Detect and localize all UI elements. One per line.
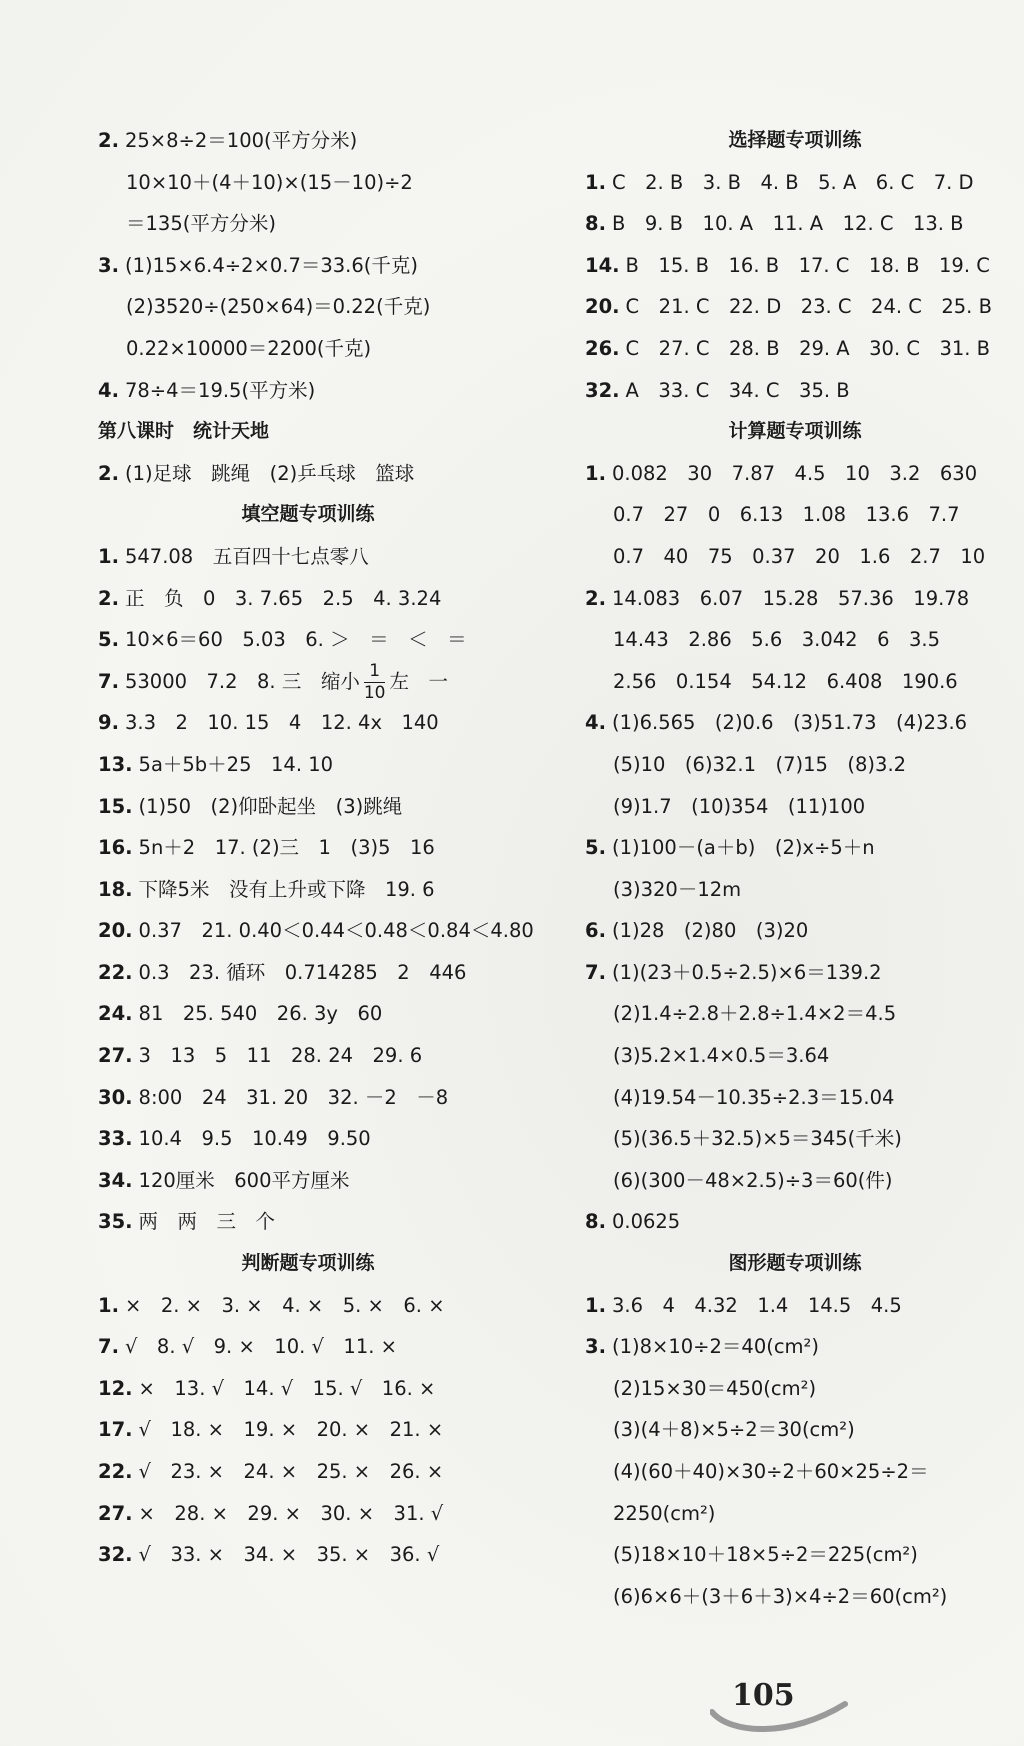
item-number: 4. (98, 378, 119, 402)
item-answer: (1)28 (2)80 (3)20 (611, 919, 809, 943)
item-number: 2. (585, 586, 606, 610)
item-answer: 5a＋5b＋25 14. 10 (138, 752, 334, 776)
answer-continuation: 0.7 27 0 6.13 1.08 13.6 7.7 (613, 503, 960, 527)
answer-continuation: (4)(60＋40)×30÷2＋60×25÷2＝ (613, 1460, 929, 1483)
item-answer: 0.37 21. 0.40＜0.44＜0.48＜0.84＜4.80 (138, 919, 534, 943)
item-answer: 3.3 2 10. 15 4 12. 4x 140 (124, 711, 439, 735)
answer-continuation: (9)1.7 (10)354 (11)100 (613, 794, 866, 818)
answer-item (98, 869, 518, 911)
section-heading: 选择题专项训练 (728, 129, 862, 151)
item-number: 7. (585, 960, 606, 984)
item-number: 22. (98, 1460, 133, 1483)
answer-continuation: 0.22×10000＝2200(千克) (126, 336, 372, 360)
answer-item (585, 578, 1005, 620)
answer-continuation: (3)(4＋8)×5÷2＝30(cm²) (613, 1418, 855, 1442)
answer-continuation: 0.7 40 75 0.37 20 1.6 2.7 10 (613, 544, 986, 568)
answer-item (98, 245, 518, 287)
item-answer-tail: 左 一 (389, 669, 448, 693)
item-number: 24. (98, 1002, 133, 1026)
answer-item (585, 702, 1005, 744)
section-heading: 第八课时 统计天地 (98, 420, 270, 443)
item-number: 35. (98, 1210, 133, 1234)
answer-item (98, 1368, 518, 1410)
item-number: 1. (585, 1293, 606, 1317)
item-answer: A 33. C 34. C 35. B (625, 378, 850, 402)
answer-item (98, 1077, 518, 1119)
item-number: 5. (585, 836, 606, 860)
item-answer: × 28. × 29. × 30. × 31. √ (138, 1501, 444, 1525)
item-answer: 547.08 五百四十七点零八 (124, 544, 369, 568)
section-heading: 判断题专项训练 (241, 1252, 375, 1275)
answer-continuation: (4)19.54－10.35÷2.3＝15.04 (613, 1085, 895, 1109)
item-answer: 两 两 三 个 (138, 1210, 276, 1234)
item-number: 5. (98, 628, 119, 652)
item-number: 20. (585, 295, 620, 319)
item-answer: 3.6 4 4.32 1.4 14.5 4.5 (611, 1293, 902, 1317)
fraction-denominator: 10 (363, 682, 386, 703)
item-answer: √ 8. √ 9. × 10. √ 11. × (124, 1335, 397, 1359)
item-answer: C 21. C 22. D 23. C 24. C 25. B (625, 295, 992, 319)
answer-item (98, 1534, 518, 1576)
item-answer: 78÷4＝19.5(平方米) (124, 378, 316, 402)
item-number: 1. (585, 170, 606, 194)
answer-continuation: (2)3520÷(250×64)＝0.22(千克) (126, 295, 431, 319)
item-number: 12. (98, 1376, 133, 1400)
section-heading: 计算题专项训练 (728, 420, 862, 443)
answer-item (98, 1201, 518, 1243)
answer-item (585, 203, 1005, 245)
item-answer: 下降5米 没有上升或下降 19. 6 (138, 877, 435, 901)
item-number: 17. (98, 1418, 133, 1442)
answer-item (98, 1160, 518, 1202)
item-number: 27. (98, 1501, 133, 1525)
answer-continuation: 2250(cm²) (613, 1501, 716, 1525)
item-answer: √ 18. × 19. × 20. × 21. × (138, 1418, 444, 1442)
answer-item (585, 952, 1005, 994)
item-number: 3. (585, 1335, 606, 1359)
answer-item (585, 245, 1005, 287)
answer-continuation: (5)10 (6)32.1 (7)15 (8)3.2 (613, 752, 907, 776)
item-answer: B 9. B 10. A 11. A 12. C 13. B (611, 212, 964, 236)
item-answer: 8:00 24 31. 20 32. －2 －8 (138, 1085, 449, 1109)
answer-item (585, 162, 1005, 204)
item-answer: (1)8×10÷2＝40(cm²) (611, 1335, 819, 1359)
left-column (98, 120, 534, 1576)
answer-item (98, 1451, 518, 1493)
answer-item (98, 786, 518, 828)
answer-continuation: (3)320－12m (613, 877, 742, 901)
answer-item (585, 910, 1005, 952)
item-number: 18. (98, 877, 133, 901)
item-answer: 81 25. 540 26. 3y 60 (138, 1002, 383, 1026)
answer-item (98, 453, 518, 495)
item-number: 2. (98, 129, 119, 152)
item-number: 26. (585, 336, 620, 360)
item-number: 8. (585, 212, 606, 236)
fraction (363, 660, 386, 703)
answer-item (585, 370, 1005, 412)
item-number: 20. (98, 919, 133, 943)
answer-item (585, 1201, 1005, 1243)
item-number: 27. (98, 1044, 133, 1068)
answer-item (98, 370, 518, 412)
answer-item (98, 827, 518, 869)
answer-continuation: 2.56 0.154 54.12 6.408 190.6 (613, 669, 958, 693)
item-answer: 正 负 0 3. 7.65 2.5 4. 3.24 (124, 586, 442, 610)
answer-item (98, 536, 518, 578)
item-number: 15. (98, 794, 133, 818)
item-number: 9. (98, 711, 119, 735)
item-number: 16. (98, 836, 133, 860)
answer-item (98, 619, 518, 661)
item-answer: √ 33. × 34. × 35. × 36. √ (138, 1543, 440, 1567)
item-answer: C 27. C 28. B 29. A 30. C 31. B (625, 336, 991, 360)
item-number: 7. (98, 1335, 119, 1359)
answer-item (98, 952, 518, 994)
answer-continuation: (3)5.2×1.4×0.5＝3.64 (613, 1044, 830, 1068)
item-number: 7. (98, 669, 119, 693)
answer-item (98, 1326, 518, 1368)
item-number: 1. (98, 544, 119, 568)
answer-continuation: 14.43 2.86 5.6 3.042 6 3.5 (613, 628, 940, 652)
section-heading: 填空题专项训练 (241, 503, 375, 526)
item-answer: (1)100－(a＋b) (2)x÷5＋n (611, 836, 875, 860)
item-number: 1. (98, 1293, 119, 1317)
item-answer: 10×6＝60 5.03 6. ＞ ＝ ＜ ＝ (124, 628, 467, 652)
item-number: 14. (585, 253, 620, 277)
item-answer: × 13. √ 14. √ 15. √ 16. × (138, 1376, 436, 1400)
answer-continuation: (2)1.4÷2.8＋2.8÷1.4×2＝4.5 (613, 1002, 897, 1026)
answer-item (98, 1285, 518, 1327)
item-answer: 10.4 9.5 10.49 9.50 (138, 1127, 371, 1151)
item-number: 2. (98, 461, 119, 485)
item-number: 30. (98, 1085, 133, 1109)
item-answer: C 2. B 3. B 4. B 5. A 6. C 7. D (611, 170, 974, 194)
answer-item (585, 286, 1005, 328)
fraction-numerator: 1 (364, 663, 386, 683)
item-number: 32. (98, 1543, 133, 1567)
answer-continuation: 10×10＋(4＋10)×(15－10)÷2 (126, 170, 413, 194)
item-answer: (1)50 (2)仰卧起坐 (3)跳绳 (138, 794, 403, 818)
right-column (585, 120, 1005, 1617)
item-number: 22. (98, 960, 133, 984)
answer-item (98, 578, 518, 620)
item-answer: × 2. × 3. × 4. × 5. × 6. × (124, 1293, 445, 1317)
answer-item (98, 910, 534, 952)
answer-item (585, 827, 1005, 869)
item-number: 2. (98, 586, 119, 610)
item-number: 4. (585, 711, 606, 735)
item-answer: 3 13 5 11 28. 24 29. 6 (138, 1044, 423, 1068)
answer-item (98, 1035, 518, 1077)
answer-continuation: (5)(36.5＋32.5)×5＝345(千米) (613, 1127, 902, 1151)
item-answer: B 15. B 16. B 17. C 18. B 19. C (625, 253, 990, 277)
item-answer: 53000 7.2 8. 三 缩小 (124, 669, 360, 693)
answer-item (585, 1285, 1005, 1327)
answer-continuation: ＝135(平方分米) (126, 212, 276, 236)
item-answer: 120厘米 600平方厘米 (138, 1168, 350, 1192)
answer-continuation: (5)18×10＋18×5÷2＝225(cm²) (613, 1543, 918, 1567)
item-answer: 0.082 30 7.87 4.5 10 3.2 630 (611, 461, 978, 485)
section-heading: 图形题专项训练 (728, 1252, 862, 1275)
item-number: 32. (585, 378, 620, 402)
item-answer: (1)6.565 (2)0.6 (3)51.73 (4)23.6 (611, 711, 968, 735)
item-answer: (1)(23＋0.5÷2.5)×6＝139.2 (611, 960, 882, 984)
answer-item (98, 1118, 518, 1160)
answer-item (98, 702, 518, 744)
item-number: 6. (585, 919, 606, 943)
answer-item (585, 1326, 1005, 1368)
answer-continuation: (6)6×6＋(3＋6＋3)×4÷2＝60(cm²) (613, 1584, 948, 1608)
answer-item (98, 993, 518, 1035)
item-answer: 14.083 6.07 15.28 57.36 19.78 (611, 586, 970, 610)
item-number: 33. (98, 1127, 133, 1151)
item-answer: 25×8÷2＝100(平方分米) (124, 129, 358, 152)
item-answer: 5n＋2 17. (2)三 1 (3)5 16 (138, 836, 435, 860)
answer-item (585, 453, 1005, 495)
item-number: 8. (585, 1210, 606, 1234)
item-answer: (1)15×6.4÷2×0.7＝33.6(千克) (124, 253, 418, 277)
answer-item (98, 1493, 518, 1535)
item-answer: (1)足球 跳绳 (2)乒乓球 篮球 (124, 461, 415, 485)
page-number: 105 (732, 1678, 795, 1713)
item-answer: √ 23. × 24. × 25. × 26. × (138, 1460, 444, 1483)
answer-item (98, 744, 518, 786)
answer-item (98, 661, 518, 703)
answer-item (585, 328, 1005, 370)
item-number: 3. (98, 253, 119, 277)
answer-item (98, 1409, 518, 1451)
item-number: 34. (98, 1168, 133, 1192)
item-answer: 0.3 23. 循环 0.714285 2 446 (138, 960, 467, 984)
item-number: 1. (585, 461, 606, 485)
answer-continuation: (2)15×30＝450(cm²) (613, 1376, 817, 1400)
item-answer: 0.0625 (611, 1210, 681, 1234)
item-number: 13. (98, 752, 133, 776)
answer-item (98, 120, 518, 162)
answer-continuation: (6)(300－48×2.5)÷3＝60(件) (613, 1168, 893, 1192)
